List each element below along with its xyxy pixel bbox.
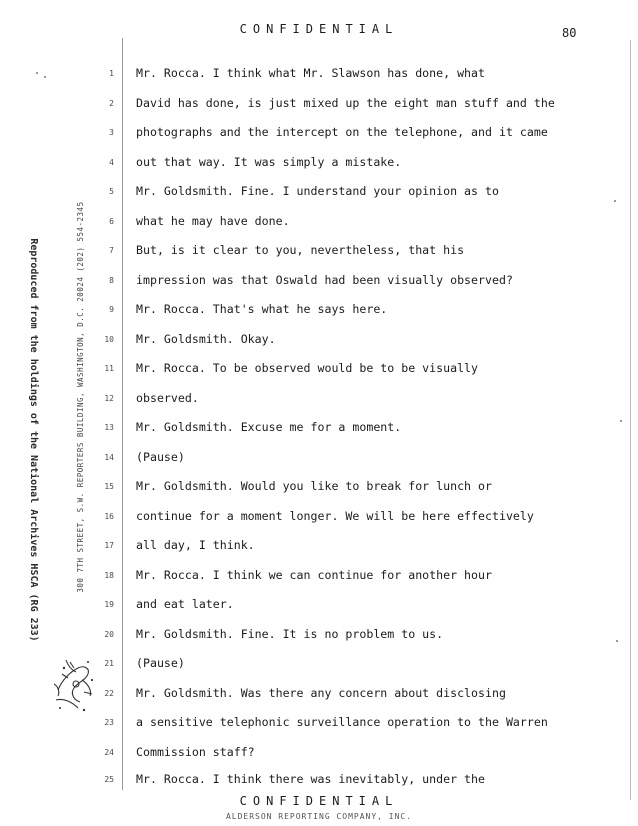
transcript-line: (Pause) bbox=[136, 656, 185, 670]
transcript-line: Mr. Goldsmith. Was there any concern about disclosing bbox=[136, 686, 506, 700]
transcript-line: (Pause) bbox=[136, 450, 185, 464]
line-number: 23 bbox=[104, 718, 114, 727]
transcript-line: Mr. Goldsmith. Would you like to break for lunch or bbox=[136, 479, 492, 493]
transcript-line: Mr. Goldsmith. Fine. I understand your opinion as to bbox=[136, 184, 499, 198]
line-number: 1 bbox=[109, 69, 114, 78]
transcript-line: continue for a moment longer. We will be here effectively bbox=[136, 509, 534, 523]
transcript-line: a sensitive telephonic surveillance operation to the Warren bbox=[136, 715, 548, 729]
transcript-line: all day, I think. bbox=[136, 538, 255, 552]
transcript-line: Commission staff? bbox=[136, 745, 255, 759]
line-number: 16 bbox=[104, 512, 114, 521]
line-number: 19 bbox=[104, 600, 114, 609]
transcript-line: But, is it clear to you, nevertheless, that his bbox=[136, 243, 465, 257]
scan-speck bbox=[44, 76, 46, 78]
line-number: 24 bbox=[104, 748, 114, 757]
transcript-line: photographs and the intercept on the telephone, and it came bbox=[136, 125, 548, 139]
footer-confidential-label: CONFIDENTIAL bbox=[239, 794, 399, 808]
line-number: 22 bbox=[104, 689, 114, 698]
line-number: 6 bbox=[109, 217, 114, 226]
line-number: 8 bbox=[109, 276, 114, 285]
transcript-line: Mr. Rocca. I think we can continue for another hour bbox=[136, 568, 492, 582]
scan-speck bbox=[620, 420, 622, 422]
transcript-line: observed. bbox=[136, 391, 199, 405]
page-number: 80 bbox=[562, 26, 577, 40]
reporter-address: 300 7TH STREET, S.W. REPORTERS BUILDING, WASHINGTON, D.C. 20024 (202) 554-2345 bbox=[76, 201, 85, 593]
transcript-line: out that way. It was simply a mistake. bbox=[136, 155, 402, 169]
line-number: 7 bbox=[109, 246, 114, 255]
line-number: 13 bbox=[104, 423, 114, 432]
header-confidential-label: CONFIDENTIAL bbox=[239, 22, 399, 36]
scan-speck bbox=[36, 72, 38, 74]
transcript-line: what he may have done. bbox=[136, 214, 290, 228]
line-number: 2 bbox=[109, 99, 114, 108]
transcript-line: impression was that Oswald had been visually observed? bbox=[136, 273, 513, 287]
transcript-line: Mr. Goldsmith. Okay. bbox=[136, 332, 276, 346]
line-number: 12 bbox=[104, 394, 114, 403]
line-number: 25 bbox=[104, 775, 114, 784]
line-number: 11 bbox=[104, 364, 114, 373]
line-number: 14 bbox=[104, 453, 114, 462]
left-margin-rule bbox=[122, 38, 123, 790]
transcript-line: Mr. Rocca. I think there was inevitably, under the bbox=[136, 772, 486, 786]
transcript-line: Mr. Rocca. That's what he says here. bbox=[136, 302, 388, 316]
line-number: 21 bbox=[104, 659, 114, 668]
archives-seal-icon bbox=[48, 650, 100, 716]
line-number: 17 bbox=[104, 541, 114, 550]
footer-company-name: ALDERSON REPORTING COMPANY, INC. bbox=[225, 812, 413, 821]
transcript-line: Mr. Goldsmith. Fine. It is no problem to us. bbox=[136, 627, 444, 641]
right-page-edge bbox=[630, 40, 631, 800]
line-number: 20 bbox=[104, 630, 114, 639]
line-number: 10 bbox=[104, 335, 114, 344]
transcript-line: Mr. Rocca. I think what Mr. Slawson has done, what bbox=[136, 66, 486, 80]
scan-speck bbox=[614, 200, 616, 202]
line-number: 3 bbox=[109, 128, 114, 137]
line-number: 18 bbox=[104, 571, 114, 580]
line-number: 9 bbox=[109, 305, 114, 314]
transcript-line: and eat later. bbox=[136, 597, 234, 611]
scan-speck bbox=[616, 640, 618, 642]
line-number: 5 bbox=[109, 187, 114, 196]
transcript-line: David has done, is just mixed up the eight man stuff and the bbox=[136, 96, 555, 110]
transcript-line: Mr. Goldsmith. Excuse me for a moment. bbox=[136, 420, 402, 434]
archive-stamp: Reproduced from the holdings of the National Archives HSCA (RG 233) bbox=[28, 238, 39, 642]
line-number: 15 bbox=[104, 482, 114, 491]
transcript-line: Mr. Rocca. To be observed would be to be visually bbox=[136, 361, 479, 375]
line-number: 4 bbox=[109, 158, 114, 167]
